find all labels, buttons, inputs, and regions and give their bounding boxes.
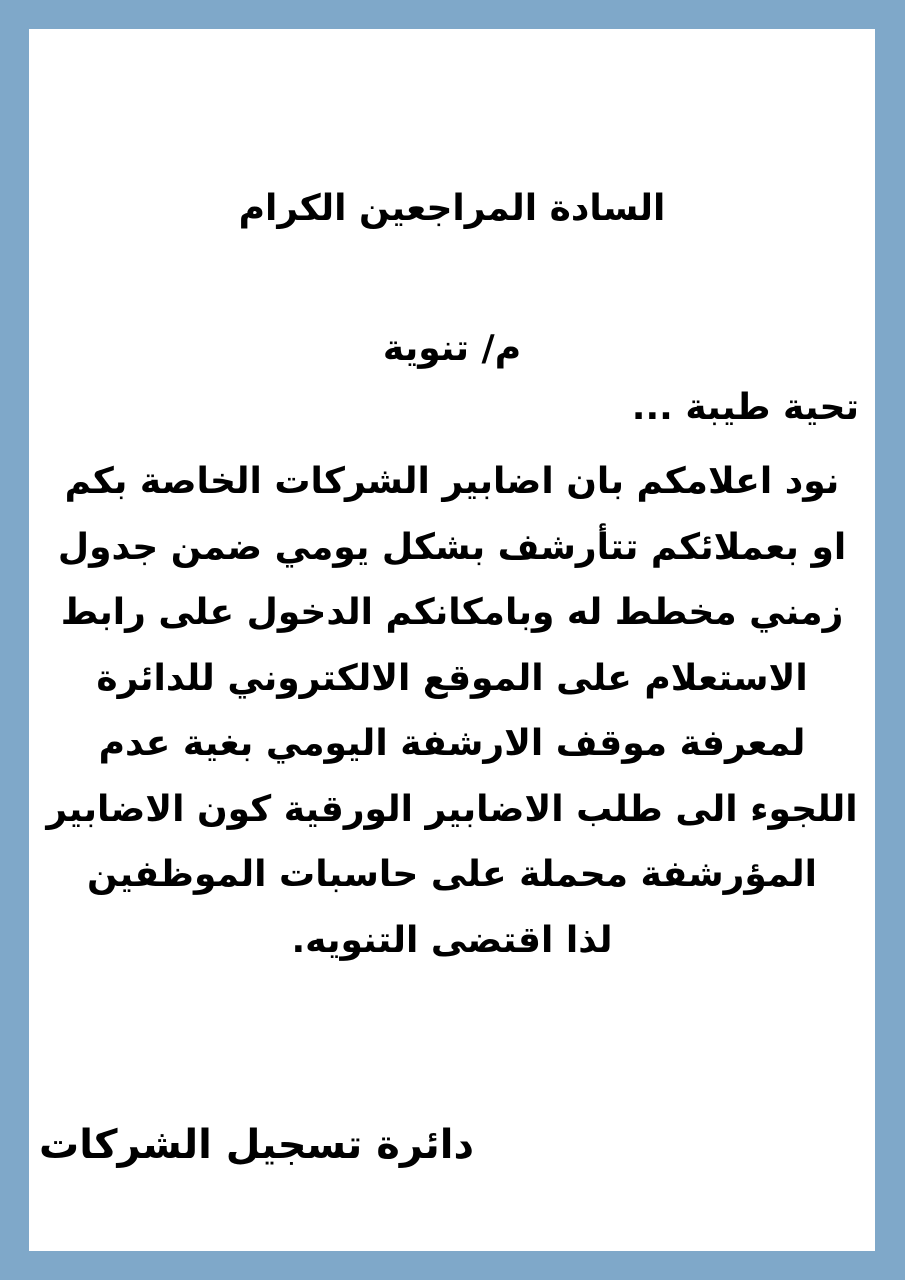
notice-greeting: تحية طيبة ... xyxy=(631,387,859,428)
notice-page xyxy=(29,29,875,1251)
notice-subject: م/ تنوية xyxy=(382,328,522,369)
notice-body-line: زمني مخطط له وبامكانكم الدخول على رابط xyxy=(60,592,844,633)
notice-body-line: او بعملائكم تتأرشف بشكل يومي ضمن جدول xyxy=(57,526,847,568)
notice-body-line: لذا اقتضى التنويه. xyxy=(291,919,613,961)
notice-signature: دائرة تسجيل الشركات xyxy=(39,1122,474,1168)
notice-body-line: نود اعلامكم بان اضابير الشركات الخاصة بكم xyxy=(64,461,840,502)
notice-body-line: اللجوء الى طلب الاضابير الورقية كون الاضابير xyxy=(46,788,858,830)
notice-body-line: الاستعلام على الموقع الالكتروني للدائرة xyxy=(96,657,808,699)
notice-addressee: السادة المراجعين الكرام xyxy=(238,188,666,229)
notice-body-line: لمعرفة موقف الارشفة اليومي بغية عدم xyxy=(98,723,806,764)
notice-body xyxy=(39,449,865,973)
notice-body-line: المؤرشفة محملة على حاسبات الموظفين xyxy=(87,854,817,895)
